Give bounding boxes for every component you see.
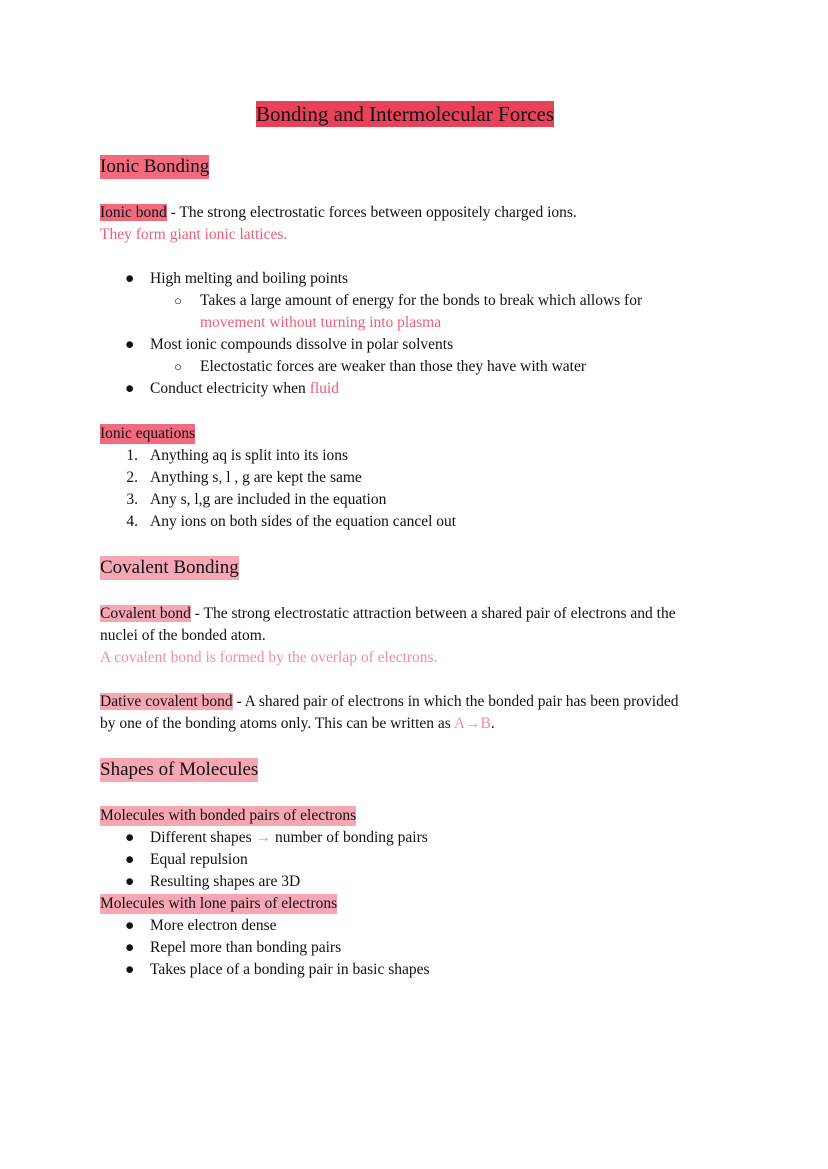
dative-bond-text-line2: [100, 714, 495, 734]
bonded-bullet-3: Resulting shapes are 3D: [150, 873, 301, 890]
dative-bond-text-line1: - A shared pair of electrons in which the bonded pair has been provided: [232, 693, 679, 710]
ionic-bullet-3: [150, 379, 339, 399]
ionic-bullet-2-sub: Electostatic forces are weaker than those they have with water: [200, 358, 587, 375]
bullet-icon: ●: [125, 336, 135, 353]
bonded-bullet-2: Equal repulsion: [150, 851, 248, 868]
covalent-bond-text-line2: nuclei of the bonded atom.: [100, 627, 266, 644]
bullet-icon: ●: [125, 851, 135, 868]
bullet-icon: ●: [125, 873, 135, 890]
ionic-bullet-3-text: Conduct electricity when: [150, 380, 310, 397]
heading-bonded-pairs: Molecules with bonded pairs of electrons: [100, 807, 357, 824]
dative-line2-text: by one of the bonding atoms only. This can be written as: [100, 715, 454, 732]
ionic-bond-term: Ionic bond: [100, 204, 167, 221]
ionic-bond-definition: [100, 203, 577, 223]
dative-line2-end: .: [490, 715, 495, 732]
covalent-bond-definition: [100, 604, 676, 624]
ionic-equation-item-1: Anything aq is split into its ions: [150, 447, 349, 464]
ionic-bullet-1-sub-line2: movement without turning into plasma: [200, 314, 442, 331]
heading-shapes-of-molecules: Shapes of Molecules: [100, 759, 259, 780]
ionic-equation-item-3: Any s, l,g are included in the equation: [150, 491, 387, 508]
list-number: 2.: [126, 469, 138, 486]
covalent-bond-text-line1: - The strong electrostatic attraction between a shared pair of electrons and the: [190, 605, 676, 622]
list-number: 3.: [126, 491, 138, 508]
list-number: 1.: [126, 447, 138, 464]
ionic-lattice-note: They form giant ionic lattices.: [100, 226, 288, 243]
lone-bullet-2: Repel more than bonding pairs: [150, 939, 342, 956]
list-number: 4.: [126, 513, 138, 530]
bullet-icon: ●: [125, 939, 135, 956]
page-title: Bonding and Intermolecular Forces: [256, 102, 554, 126]
ionic-bullet-2: Most ionic compounds dissolve in polar solvents: [150, 336, 454, 353]
covalent-bond-term: Covalent bond: [100, 605, 191, 622]
sub-bullet-icon: ○: [174, 359, 182, 374]
heading-lone-pairs: Molecules with lone pairs of electrons: [100, 895, 338, 912]
heading-ionic-bonding: Ionic Bonding: [100, 156, 210, 177]
bullet-icon: ●: [125, 829, 135, 846]
ionic-bond-text: - The strong electrostatic forces between oppositely charged ions.: [166, 204, 577, 221]
lone-bullet-3: Takes place of a bonding pair in basic shapes: [150, 961, 430, 978]
heading-ionic-equations: Ionic equations: [100, 425, 196, 442]
bonded-bullet-1-b: number of bonding pairs: [271, 829, 428, 846]
ionic-bullet-1-sub-line1: Takes a large amount of energy for the bonds to break which allows for: [200, 292, 643, 309]
bullet-icon: ●: [125, 917, 135, 934]
heading-covalent-bonding: Covalent Bonding: [100, 557, 239, 578]
covalent-overlap-note: A covalent bond is formed by the overlap of electrons.: [100, 649, 438, 666]
dative-bond-definition: [100, 692, 679, 712]
ionic-equation-item-4: Any ions on both sides of the equation cancel out: [150, 513, 457, 530]
bullet-icon: ●: [125, 380, 135, 397]
bullet-icon: ●: [125, 270, 135, 287]
dative-notation: A→B: [453, 715, 491, 732]
dative-bond-term: Dative covalent bond: [100, 693, 233, 710]
bullet-icon: ●: [125, 961, 135, 978]
ionic-bullet-1: High melting and boiling points: [150, 270, 349, 287]
bonded-bullet-1-a: Different shapes: [150, 829, 256, 846]
ionic-bullet-3-pink: fluid: [309, 380, 339, 397]
bonded-bullet-1: [150, 828, 428, 848]
lone-bullet-1: More electron dense: [150, 917, 277, 934]
arrow-icon: →: [255, 829, 272, 846]
sub-bullet-icon: ○: [174, 293, 182, 308]
ionic-equation-item-2: Anything s, l , g are kept the same: [150, 469, 362, 486]
